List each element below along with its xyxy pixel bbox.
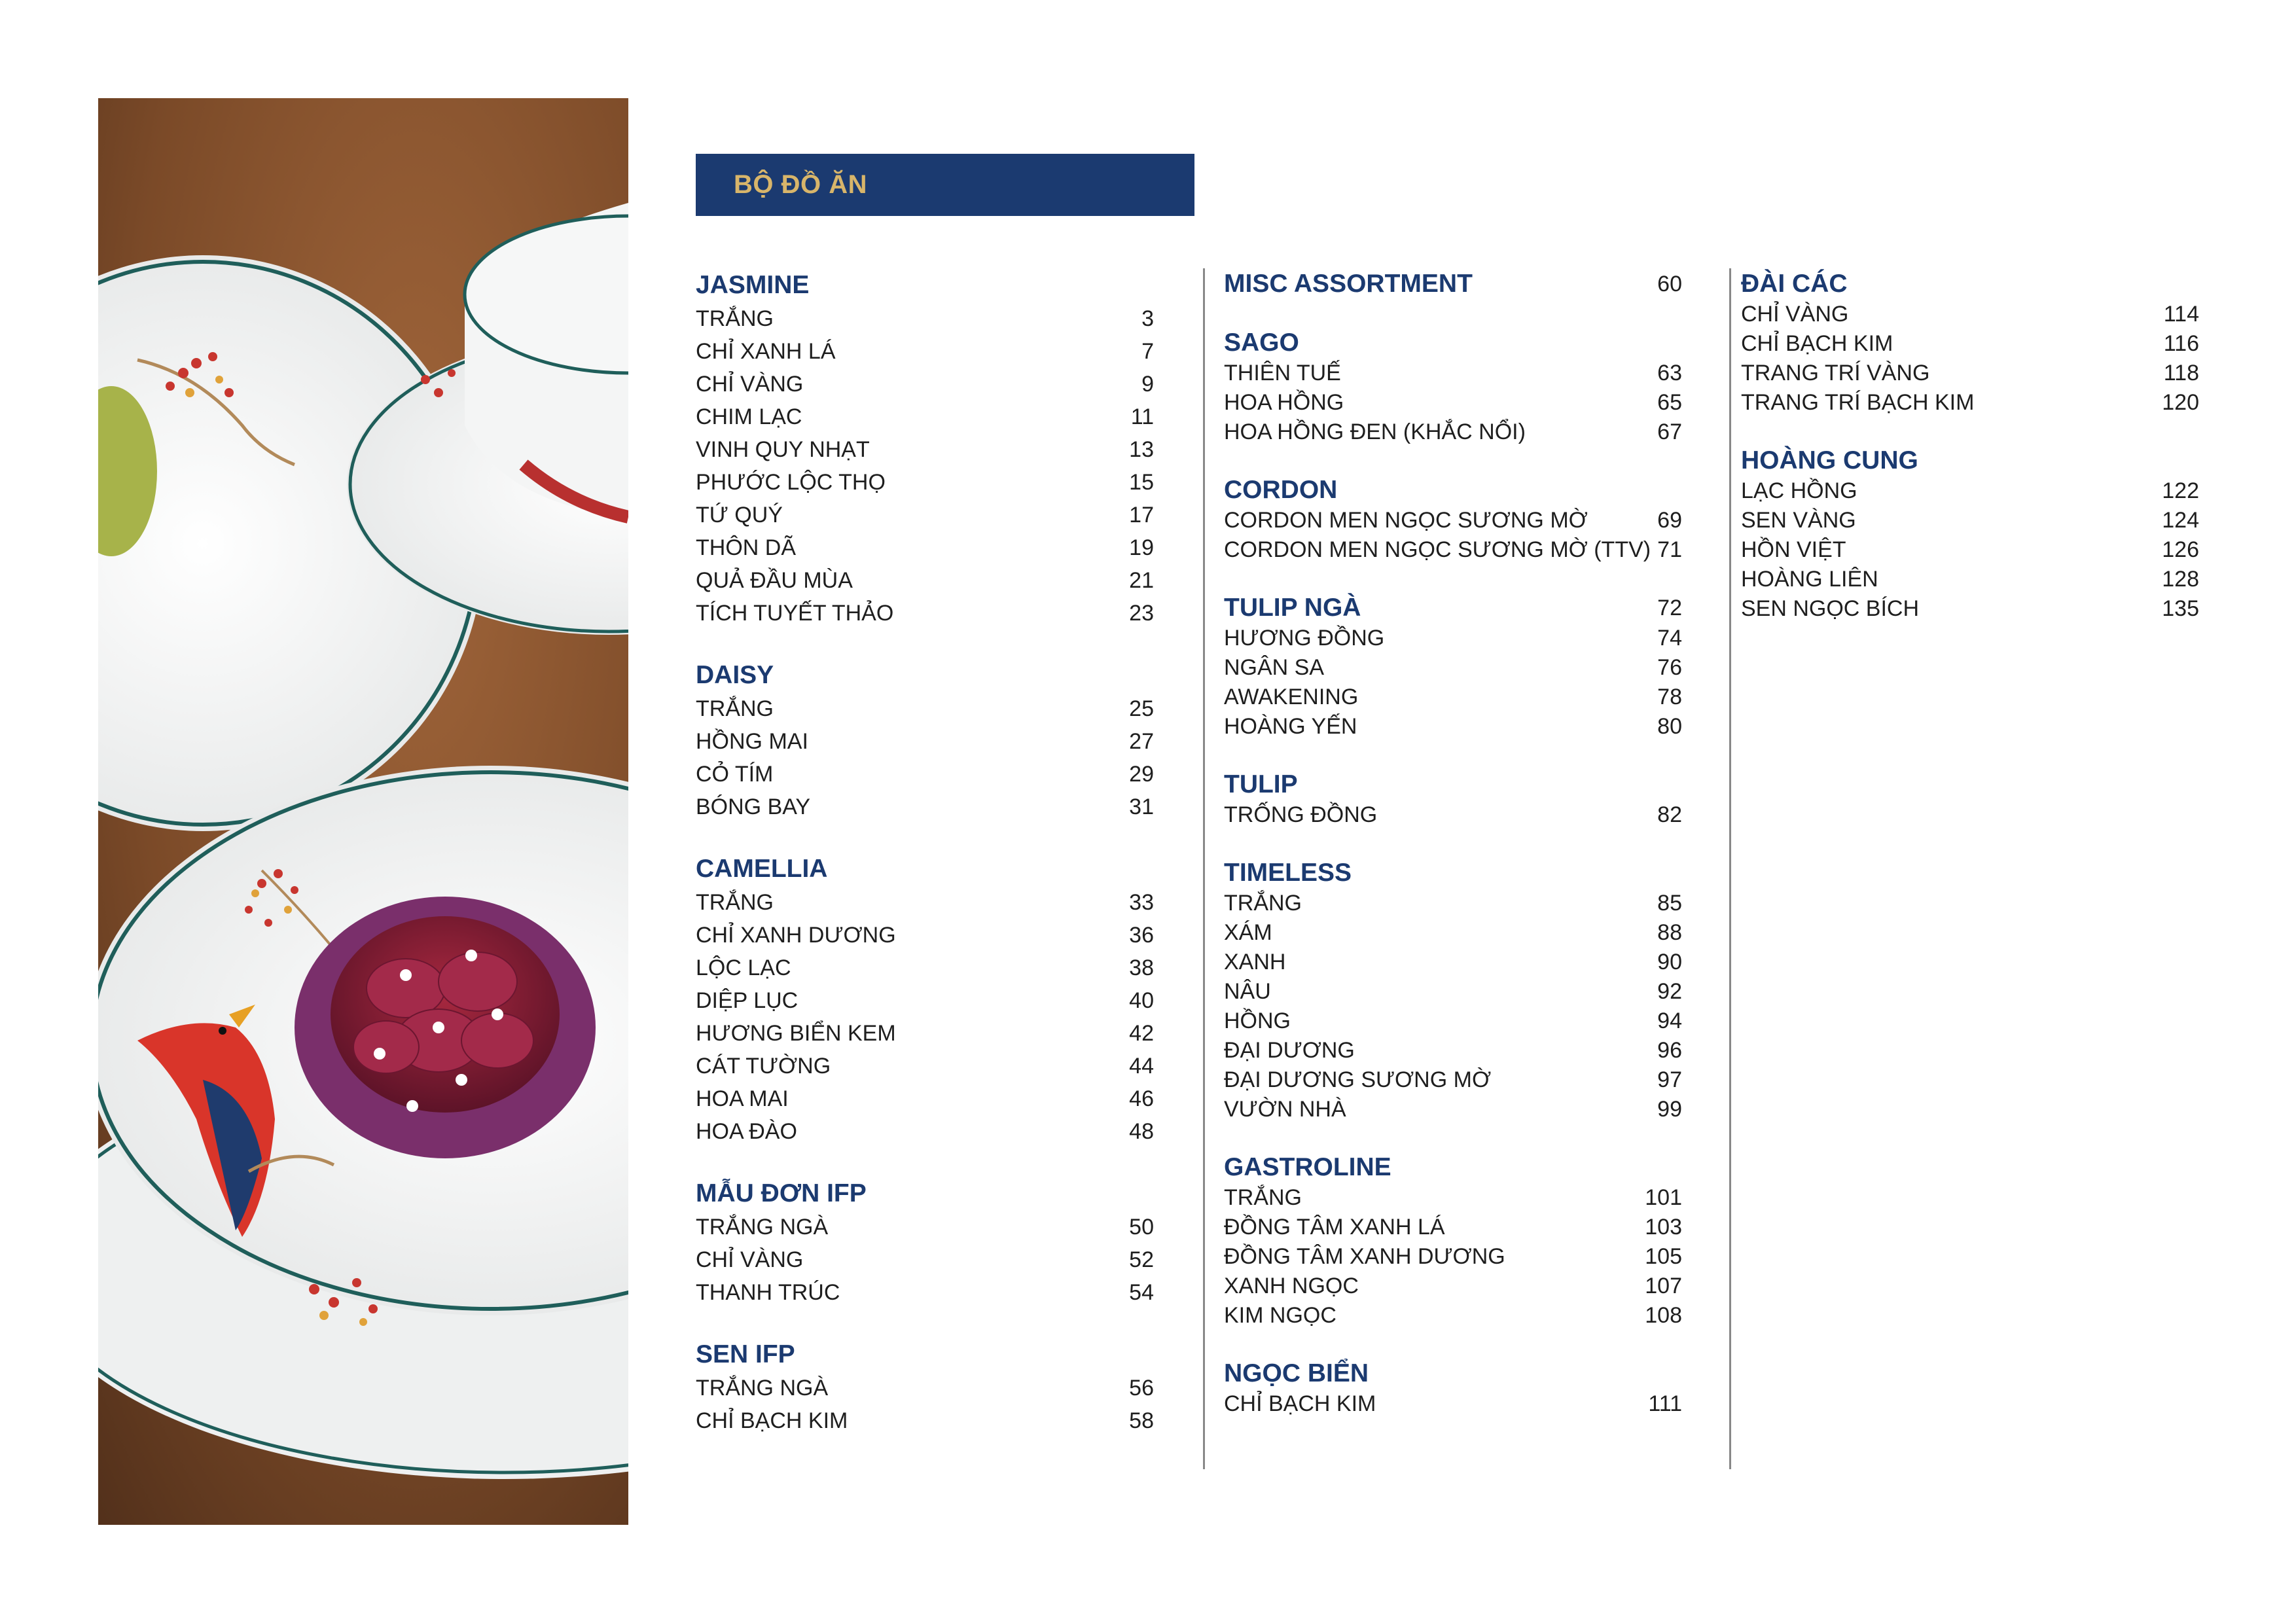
toc-section xyxy=(696,852,1154,1148)
toc-section-title[interactable]: TULIP xyxy=(1224,770,1298,798)
toc-item[interactable]: TRANG TRÍ BẠCH KIM 120 xyxy=(1741,390,2199,415)
toc-item[interactable]: SEN VÀNG 124 xyxy=(1741,508,2199,533)
toc-section-title[interactable]: DAISY xyxy=(696,661,774,689)
toc-item[interactable]: ĐỒNG TÂM XANH LÁ 103 xyxy=(1224,1215,1682,1240)
column-divider xyxy=(1729,268,1731,1469)
toc-section xyxy=(696,1338,1154,1437)
toc-section-title[interactable]: TULIP NGÀ 72 xyxy=(1224,594,1682,622)
toc-section-title[interactable]: GASTROLINE xyxy=(1224,1153,1391,1181)
toc-item[interactable]: LẠC HỒNG 122 xyxy=(1741,478,2199,503)
toc-item[interactable]: VINH QUY NHẠT 13 xyxy=(696,437,1154,462)
toc-item[interactable]: VƯỜN NHÀ 99 xyxy=(1224,1097,1682,1122)
toc-section-title[interactable]: SEN IFP xyxy=(696,1340,795,1368)
toc-item[interactable]: CORDON MEN NGỌC SƯƠNG MỜ (TTV) 71 xyxy=(1224,537,1682,562)
toc-item[interactable]: NÂU 92 xyxy=(1224,979,1682,1004)
toc-item[interactable]: XÁM 88 xyxy=(1224,920,1682,945)
toc-item[interactable]: BÓNG BAY 31 xyxy=(696,794,1154,819)
toc-item[interactable]: KIM NGỌC 108 xyxy=(1224,1303,1682,1328)
toc-column-1 xyxy=(696,268,1154,1466)
toc-item[interactable]: CHỈ BẠCH KIM 116 xyxy=(1741,331,2199,356)
toc-item[interactable]: QUẢ ĐẦU MÙA 21 xyxy=(696,568,1154,593)
toc-section xyxy=(1741,268,2199,418)
toc-item[interactable]: TRANG TRÍ VÀNG 118 xyxy=(1741,361,2199,385)
toc-item[interactable]: HỒNG MAI 27 xyxy=(696,729,1154,754)
toc-item[interactable]: PHƯỚC LỘC THỌ 15 xyxy=(696,470,1154,495)
toc-item[interactable]: AWAKENING 78 xyxy=(1224,685,1682,709)
toc-item[interactable]: SEN NGỌC BÍCH 135 xyxy=(1741,596,2199,621)
toc-section xyxy=(696,268,1154,630)
toc-item[interactable]: HOA ĐÀO 48 xyxy=(696,1119,1154,1144)
toc-section-title[interactable]: SAGO xyxy=(1224,329,1299,357)
toc-item[interactable]: TRẮNG 101 xyxy=(1224,1185,1682,1210)
toc-item[interactable]: HỒN VIỆT 126 xyxy=(1741,537,2199,562)
toc-item[interactable]: CÁT TƯỜNG 44 xyxy=(696,1054,1154,1079)
toc-column-2 xyxy=(1224,268,1682,1446)
toc-section-title[interactable]: CORDON xyxy=(1224,476,1338,504)
toc-section-title[interactable]: HOÀNG CUNG xyxy=(1741,446,1918,474)
toc-item[interactable]: CHỈ VÀNG 114 xyxy=(1741,302,2199,327)
toc-item[interactable]: HƯƠNG BIỂN KEM 42 xyxy=(696,1021,1154,1046)
toc-item[interactable]: HỒNG 94 xyxy=(1224,1008,1682,1033)
toc-section xyxy=(1224,1358,1682,1419)
toc-section-title[interactable]: TIMELESS xyxy=(1224,859,1352,887)
toc-item[interactable]: CHIM LẠC 11 xyxy=(696,404,1154,429)
toc-item[interactable]: CORDON MEN NGỌC SƯƠNG MỜ 69 xyxy=(1224,508,1682,533)
toc-item[interactable]: CHỈ VÀNG 9 xyxy=(696,372,1154,397)
column-divider xyxy=(1203,268,1205,1469)
toc-item[interactable]: CHỈ VÀNG 52 xyxy=(696,1247,1154,1272)
toc-section xyxy=(696,1177,1154,1309)
toc-item[interactable]: TRẮNG 33 xyxy=(696,890,1154,915)
toc-item[interactable]: TRẮNG NGÀ 50 xyxy=(696,1215,1154,1240)
tableware-photo xyxy=(98,98,628,1525)
toc-section xyxy=(1224,268,1682,300)
toc-item[interactable]: ĐẠI DƯƠNG 96 xyxy=(1224,1038,1682,1063)
toc-section xyxy=(1741,445,2199,624)
toc-item[interactable]: HƯƠNG ĐỒNG 74 xyxy=(1224,626,1682,651)
toc-item[interactable]: THÔN DÃ 19 xyxy=(696,535,1154,560)
section-header-title: BỘ ĐỒ ĂN xyxy=(734,170,867,199)
toc-item[interactable]: TRẮNG NGÀ 56 xyxy=(696,1376,1154,1400)
toc-section-title[interactable]: NGỌC BIỂN xyxy=(1224,1359,1369,1387)
toc-item[interactable]: NGÂN SA 76 xyxy=(1224,655,1682,680)
toc-section-title[interactable]: MISC ASSORTMENT 60 xyxy=(1224,270,1682,298)
toc-item[interactable]: TRẮNG 3 xyxy=(696,306,1154,331)
toc-section xyxy=(1224,474,1682,565)
toc-section-title[interactable]: MẪU ĐƠN IFP xyxy=(696,1179,867,1207)
toc-section xyxy=(1224,1152,1682,1330)
toc-item[interactable]: HOÀNG LIÊN 128 xyxy=(1741,567,2199,592)
toc-item[interactable]: TÍCH TUYẾT THẢO 23 xyxy=(696,601,1154,626)
toc-section xyxy=(696,658,1154,823)
toc-item[interactable]: CHỈ BẠCH KIM 58 xyxy=(696,1408,1154,1433)
toc-column-3 xyxy=(1741,268,2199,651)
toc-item[interactable]: XANH NGỌC 107 xyxy=(1224,1274,1682,1298)
toc-item[interactable]: TRỐNG ĐỒNG 82 xyxy=(1224,802,1682,827)
toc-item[interactable]: ĐẠI DƯƠNG SƯƠNG MỜ 97 xyxy=(1224,1067,1682,1092)
toc-item[interactable]: DIỆP LỤC 40 xyxy=(696,988,1154,1013)
toc-section-title[interactable]: JASMINE xyxy=(696,271,810,299)
toc-section xyxy=(1224,592,1682,741)
toc-item[interactable]: CHỈ BẠCH KIM 111 xyxy=(1224,1391,1682,1416)
toc-item[interactable]: HOÀNG YẾN 80 xyxy=(1224,714,1682,739)
toc-item[interactable]: TRẮNG 25 xyxy=(696,696,1154,721)
toc-section xyxy=(1224,857,1682,1124)
toc-section xyxy=(1224,769,1682,830)
toc-item[interactable]: THANH TRÚC 54 xyxy=(696,1280,1154,1305)
toc-item[interactable]: XANH 90 xyxy=(1224,950,1682,974)
toc-item[interactable]: TRẮNG 85 xyxy=(1224,891,1682,916)
toc-section xyxy=(1224,327,1682,447)
toc-item[interactable]: CHỈ XANH DƯƠNG 36 xyxy=(696,923,1154,948)
toc-section-title[interactable]: CAMELLIA xyxy=(696,855,828,883)
toc-item[interactable]: LỘC LẠC 38 xyxy=(696,955,1154,980)
toc-item[interactable]: HOA HỒNG ĐEN (KHẮC NỔI) 67 xyxy=(1224,419,1682,444)
toc-section-title[interactable]: ĐÀI CÁC xyxy=(1741,270,1848,298)
toc-item[interactable]: HOA MAI 46 xyxy=(696,1086,1154,1111)
toc-item[interactable]: HOA HỒNG 65 xyxy=(1224,390,1682,415)
toc-item[interactable]: THIÊN TUẾ 63 xyxy=(1224,361,1682,385)
toc-item[interactable]: ĐỒNG TÂM XANH DƯƠNG 105 xyxy=(1224,1244,1682,1269)
toc-item[interactable]: CỎ TÍM 29 xyxy=(696,762,1154,787)
section-header xyxy=(696,154,1194,216)
toc-item[interactable]: TỨ QUÝ 17 xyxy=(696,503,1154,527)
toc-item[interactable]: CHỈ XANH LÁ 7 xyxy=(696,339,1154,364)
